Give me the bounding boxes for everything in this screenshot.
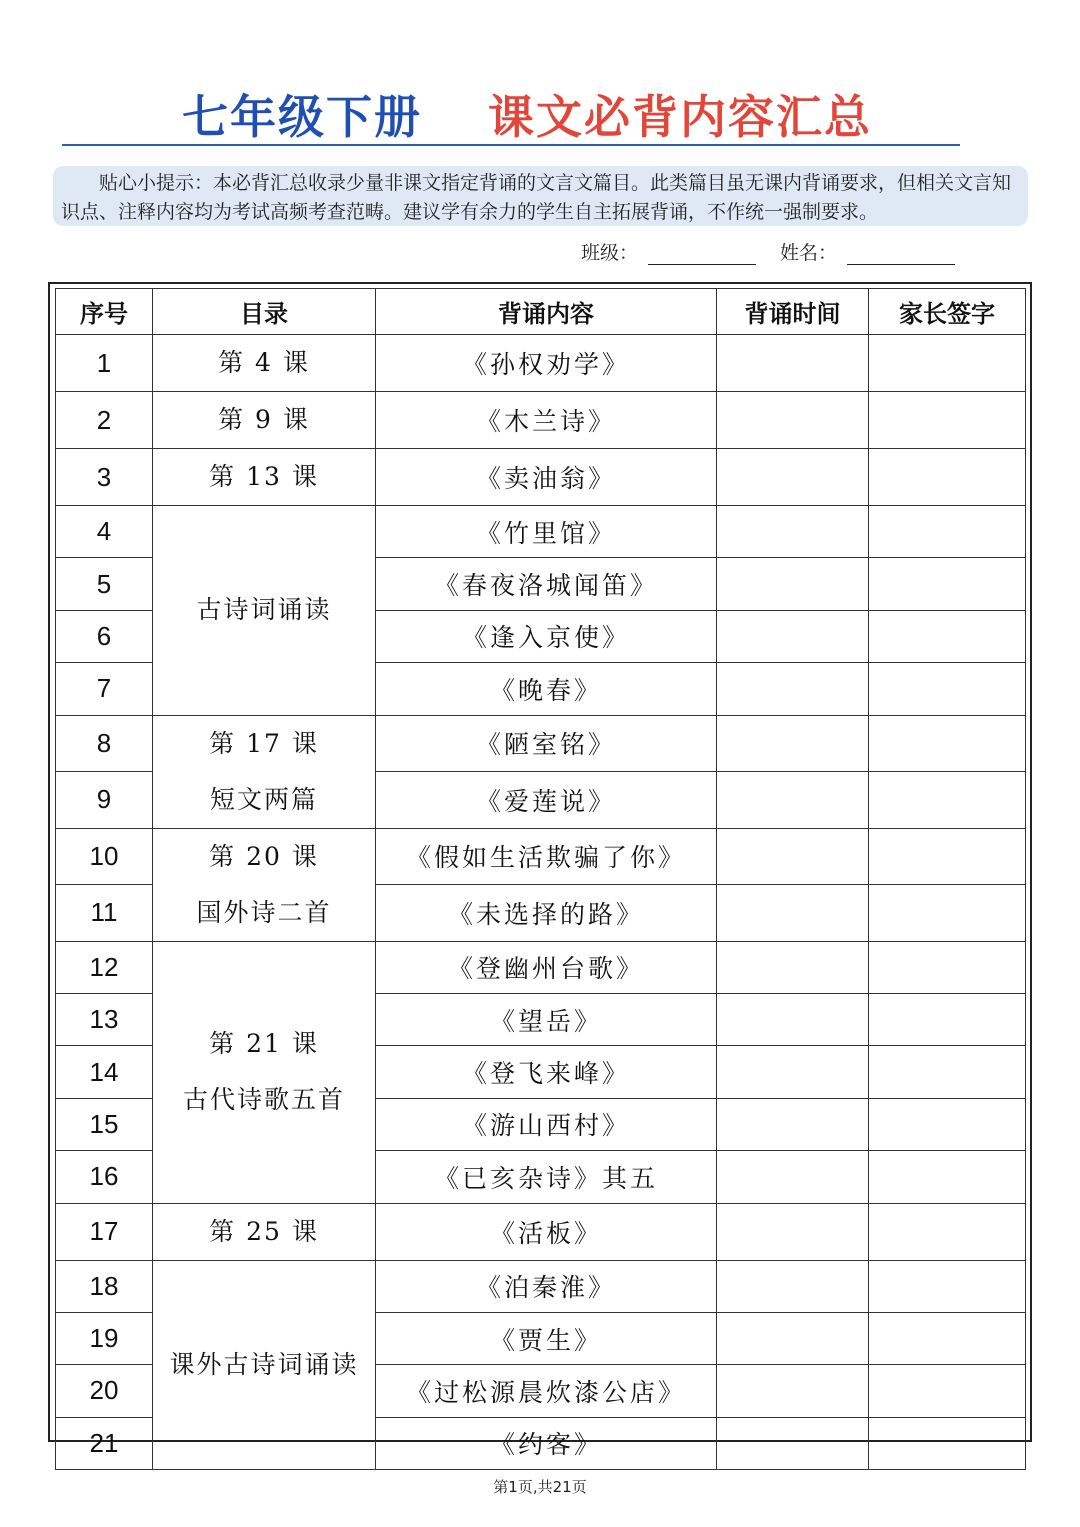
row-number: 21 [56,1417,153,1469]
name-label: 姓名： [780,242,838,264]
lesson-label: 短文两篇 [209,784,318,814]
parent-signature-cell[interactable] [869,1098,1026,1150]
table-header-row [56,289,1026,335]
table-row [56,828,1026,885]
parent-signature-cell[interactable] [869,1203,1026,1260]
parent-signature-cell[interactable] [869,993,1026,1045]
recitation-content: 《登幽州台歌》 [376,941,717,993]
recitation-time-cell[interactable] [717,449,869,506]
row-number: 3 [56,449,153,506]
header-content: 背诵内容 [376,289,717,335]
parent-signature-cell[interactable] [869,1417,1026,1469]
lesson-label: 第 4 课 [218,348,310,377]
parent-signature-cell[interactable] [869,828,1026,885]
class-field [581,238,756,265]
recitation-content: 《活板》 [376,1203,717,1260]
row-number: 1 [56,335,153,392]
row-number: 4 [56,506,153,558]
tip-box [53,166,1028,226]
parent-signature-cell[interactable] [869,506,1026,558]
parent-signature-cell[interactable] [869,885,1026,942]
parent-signature-cell[interactable] [869,1365,1026,1417]
parent-signature-cell[interactable] [869,1151,1026,1203]
page-title [0,86,1080,148]
row-number: 6 [56,610,153,662]
lesson-cell [153,449,376,506]
recitation-content: 《已亥杂诗》其五 [376,1151,717,1203]
lesson-cell [153,1260,376,1470]
recitation-content: 《过松源晨炊漆公店》 [376,1365,717,1417]
recitation-table [55,288,1026,1470]
row-number: 12 [56,941,153,993]
table-row [56,392,1026,449]
recitation-time-cell[interactable] [717,1046,869,1098]
row-number: 5 [56,558,153,610]
row-number: 14 [56,1046,153,1098]
lesson-cell [153,828,376,941]
recitation-content: 《卖油翁》 [376,449,717,506]
row-number: 18 [56,1260,153,1312]
row-number: 15 [56,1098,153,1150]
title-subject: 课文必背内容汇总 [488,90,872,144]
recitation-time-cell[interactable] [717,1365,869,1417]
table-row [56,335,1026,392]
recitation-time-cell[interactable] [717,506,869,558]
lesson-cell [153,1203,376,1260]
recitation-content: 《贾生》 [376,1312,717,1364]
row-number: 10 [56,828,153,885]
lesson-label: 第 21 课 [209,1029,319,1059]
recitation-time-cell[interactable] [717,715,869,772]
recitation-content: 《陋室铭》 [376,715,717,772]
recitation-time-cell[interactable] [717,1260,869,1312]
parent-signature-cell[interactable] [869,392,1026,449]
lesson-label: 第 17 课 [209,728,319,758]
header-number: 序号 [56,289,153,335]
recitation-content: 《春夜洛城闻笛》 [376,558,717,610]
table-row [56,506,1026,558]
lesson-cell [153,506,376,716]
table-row [56,1203,1026,1260]
lesson-label: 第 9 课 [218,405,310,434]
table-row [56,1260,1026,1312]
recitation-content: 《未选择的路》 [376,885,717,942]
recitation-content: 《约客》 [376,1417,717,1469]
row-number: 20 [56,1365,153,1417]
parent-signature-cell[interactable] [869,1260,1026,1312]
parent-signature-cell[interactable] [869,663,1026,715]
recitation-content: 《爱莲说》 [376,772,717,829]
title-underline [62,144,960,146]
parent-signature-cell[interactable] [869,941,1026,993]
recitation-time-cell[interactable] [717,1151,869,1203]
recitation-time-cell[interactable] [717,772,869,829]
parent-signature-cell[interactable] [869,1312,1026,1364]
name-field [780,238,955,265]
recitation-content: 《游山西村》 [376,1098,717,1150]
lesson-label: 第 20 课 [209,841,319,871]
table-row [56,941,1026,993]
class-blank[interactable] [648,242,756,265]
recitation-time-cell[interactable] [717,1312,869,1364]
header-time: 背诵时间 [717,289,869,335]
recitation-time-cell[interactable] [717,335,869,392]
recitation-time-cell[interactable] [717,993,869,1045]
lesson-label: 古代诗歌五首 [182,1085,345,1115]
recitation-time-cell[interactable] [717,1417,869,1469]
recitation-time-cell[interactable] [717,610,869,662]
lesson-cell [153,392,376,449]
parent-signature-cell[interactable] [869,1046,1026,1098]
recitation-time-cell[interactable] [717,941,869,993]
lesson-label: 古诗词诵读 [196,595,332,625]
recitation-time-cell[interactable] [717,1098,869,1150]
parent-signature-cell[interactable] [869,715,1026,772]
parent-signature-cell[interactable] [869,610,1026,662]
recitation-time-cell[interactable] [717,1203,869,1260]
recitation-content: 《登飞来峰》 [376,1046,717,1098]
row-number: 9 [56,772,153,829]
parent-signature-cell[interactable] [869,335,1026,392]
recitation-content: 《假如生活欺骗了你》 [376,828,717,885]
lesson-label: 课外古诗词诵读 [169,1349,359,1379]
row-number: 7 [56,663,153,715]
recitation-content: 《晚春》 [376,663,717,715]
recitation-time-cell[interactable] [717,558,869,610]
recitation-content: 《孙权劝学》 [376,335,717,392]
class-label: 班级： [581,242,639,264]
lesson-cell [153,335,376,392]
parent-signature-cell[interactable] [869,558,1026,610]
parent-signature-cell[interactable] [869,449,1026,506]
title-grade: 七年级下册 [182,90,422,144]
parent-signature-cell[interactable] [869,772,1026,829]
row-number: 11 [56,885,153,942]
name-blank[interactable] [847,242,955,265]
row-number: 8 [56,715,153,772]
row-number: 13 [56,993,153,1045]
recitation-time-cell[interactable] [717,392,869,449]
recitation-content: 《木兰诗》 [376,392,717,449]
table-row [56,715,1026,772]
table-row [56,449,1026,506]
row-number: 2 [56,392,153,449]
lesson-label: 第 13 课 [209,462,319,491]
tip-text: 贴心小提示：本必背汇总收录少量非课文指定背诵的文言文篇目。此类篇目虽无课内背诵要求，但相关文言知识点、注释内容均为考试高频考查范畴。建议学有余力的学生自主拓展背诵，不作统一强制要求。 [61,172,1012,223]
recitation-content: 《望岳》 [376,993,717,1045]
row-number: 17 [56,1203,153,1260]
lesson-label: 第 25 课 [209,1216,319,1246]
lesson-cell [153,715,376,828]
recitation-time-cell[interactable] [717,828,869,885]
recitation-time-cell[interactable] [717,885,869,942]
recitation-content: 《竹里馆》 [376,506,717,558]
row-number: 19 [56,1312,153,1364]
recitation-content: 《逢入京使》 [376,610,717,662]
row-number: 16 [56,1151,153,1203]
recitation-content: 《泊秦淮》 [376,1260,717,1312]
header-lesson: 目录 [153,289,376,335]
header-signature: 家长签字 [869,289,1026,335]
page-footer: 第1页,共21页 [493,1478,587,1496]
recitation-time-cell[interactable] [717,663,869,715]
lesson-label: 国外诗二首 [196,897,332,927]
lesson-cell [153,941,376,1203]
